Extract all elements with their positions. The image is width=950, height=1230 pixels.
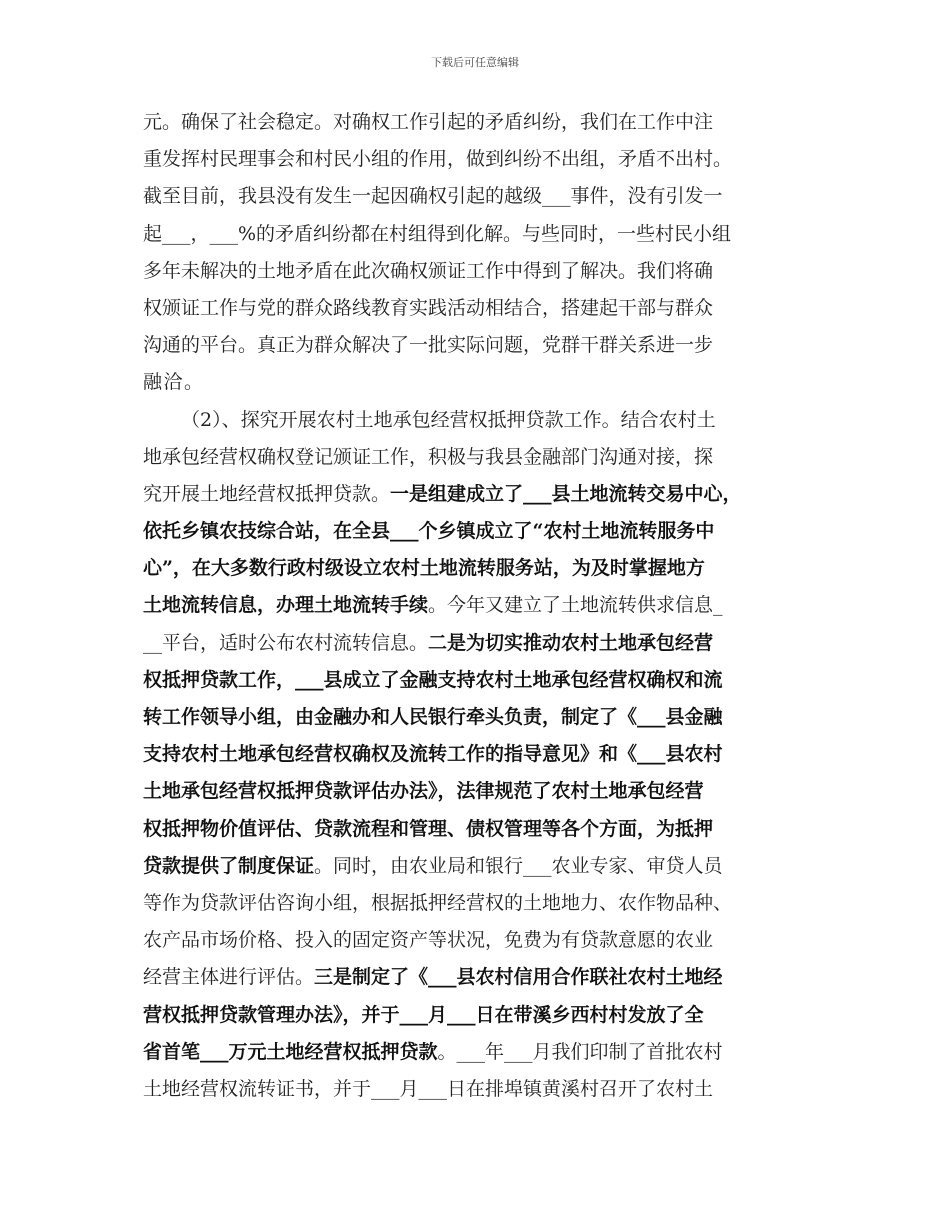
text-line: [143, 848, 811, 885]
text-run: 土地经营权流转证书，并于___月___日在排埠镇黄溪村召开了农村土: [143, 1077, 714, 1100]
text-line: [143, 476, 811, 513]
text-run: 等作为贷款评估咨询小组，根据抵押经营权的土地地力、农作物品种、: [143, 891, 733, 914]
text-line: [143, 625, 811, 662]
text-line: [143, 922, 811, 959]
text-line: [143, 662, 811, 699]
bold-text-run: 一是组建成立了___县土地流转交易中心，: [390, 482, 742, 505]
bold-text-run: 三是制定了《___县农村信用合作联社农村土地经: [314, 966, 723, 989]
text-line: [143, 364, 811, 401]
text-line: [143, 885, 811, 922]
text-run: 。今年又建立了土地流转供求信息_: [428, 594, 723, 617]
text-line: [143, 699, 811, 736]
text-line: [143, 104, 811, 141]
text-run: 沟通的平台。真正为群众解决了一批实际问题，党群干群关系进一步: [143, 334, 714, 357]
text-line: [143, 513, 811, 550]
text-line: [143, 1071, 811, 1108]
text-run: 经营主体进行评估。: [143, 966, 315, 989]
text-line: [143, 550, 811, 587]
text-line: [143, 811, 811, 848]
bold-text-run: 二是为切实推动农村土地承包经营: [428, 631, 714, 654]
text-line: [143, 216, 811, 253]
text-line: [143, 959, 811, 996]
text-run: 截至目前，我县没有发生一起因确权引起的越级___事件，没有引发一: [143, 185, 723, 208]
text-run: 农产品市场价格、投入的固定资产等状况，免费为有贷款意愿的农业: [143, 929, 714, 952]
page-header: 下载后可任意编辑: [431, 56, 519, 69]
text-line: [143, 587, 811, 624]
document-body: [143, 104, 811, 1108]
text-line: [143, 1034, 811, 1071]
text-run: __平台，适时公布农村流转信息。: [143, 631, 429, 654]
bold-text-run: 营权抵押贷款管理办法》，并于___月___日在带溪乡西村村发放了全: [143, 1003, 704, 1026]
text-run: 权颁证工作与党的群众路线教育实践活动相结合，搭建起干部与群众: [143, 296, 714, 319]
text-line: [143, 178, 811, 215]
text-run: 融洽。: [143, 371, 205, 394]
text-line: [143, 997, 811, 1034]
text-line: [143, 253, 811, 290]
text-run: 重发挥村民理事会和村民小组的作用，做到纠纷不出组，矛盾不出村。: [143, 148, 733, 171]
bold-text-run: 依托乡镇农技综合站，在全县___个乡镇成立了“农村土地流转服务中: [143, 520, 715, 543]
bold-text-run: 贷款提供了制度保证: [143, 854, 315, 877]
text-line: [143, 736, 811, 773]
bold-text-run: 权抵押贷款工作，___县成立了金融支持农村土地承包经营权确权和流: [143, 668, 723, 691]
text-line: [143, 402, 811, 439]
text-run: 。___年___月我们印制了首批农村: [437, 1040, 723, 1063]
text-line: [143, 327, 811, 364]
text-line: [143, 773, 811, 810]
text-run: 。同时，由农业局和银行___农业专家、审贷人员: [314, 854, 723, 877]
text-run: 起___，___%的矛盾纠纷都在村组得到化解。与些同时，一些村民小组: [143, 222, 732, 245]
bold-text-run: 土地承包经营权抵押贷款评估办法》，法律规范了农村土地承包经营: [143, 780, 704, 803]
text-line: [143, 439, 811, 476]
text-line: [143, 141, 811, 178]
text-run: 究开展土地经营权抵押贷款。: [143, 482, 391, 505]
bold-text-run: 支持农村土地承包经营权确权及流转工作的指导意见》和《___县农村: [143, 743, 723, 766]
text-line: [143, 290, 811, 327]
bold-text-run: 心”，在大多数行政村级设立农村土地流转服务站，为及时掌握地方: [143, 557, 705, 580]
bold-text-run: 转工作领导小组，由金融办和人民银行牵头负责，制定了《___县金融: [143, 706, 723, 728]
bold-text-run: 土地流转信息，办理土地流转手续: [143, 594, 429, 617]
text-run: 多年未解决的土地矛盾在此次确权颁证工作中得到了解决。我们将确: [143, 259, 714, 282]
text-run: （2）、探究开展农村土地承包经营权抵押贷款工作。结合农村土: [181, 408, 716, 431]
bold-text-run: 权抵押物价值评估、贷款流程和管理、债权管理等各个方面，为抵押: [143, 817, 714, 840]
text-run: 元。确保了社会稳定。对确权工作引起的矛盾纠纷，我们在工作中注: [143, 111, 714, 133]
bold-text-run: 省首笔___万元土地经营权抵押贷款: [143, 1040, 438, 1063]
text-run: 地承包经营权确权登记颁证工作，积极与我县金融部门沟通对接，探: [143, 445, 714, 468]
